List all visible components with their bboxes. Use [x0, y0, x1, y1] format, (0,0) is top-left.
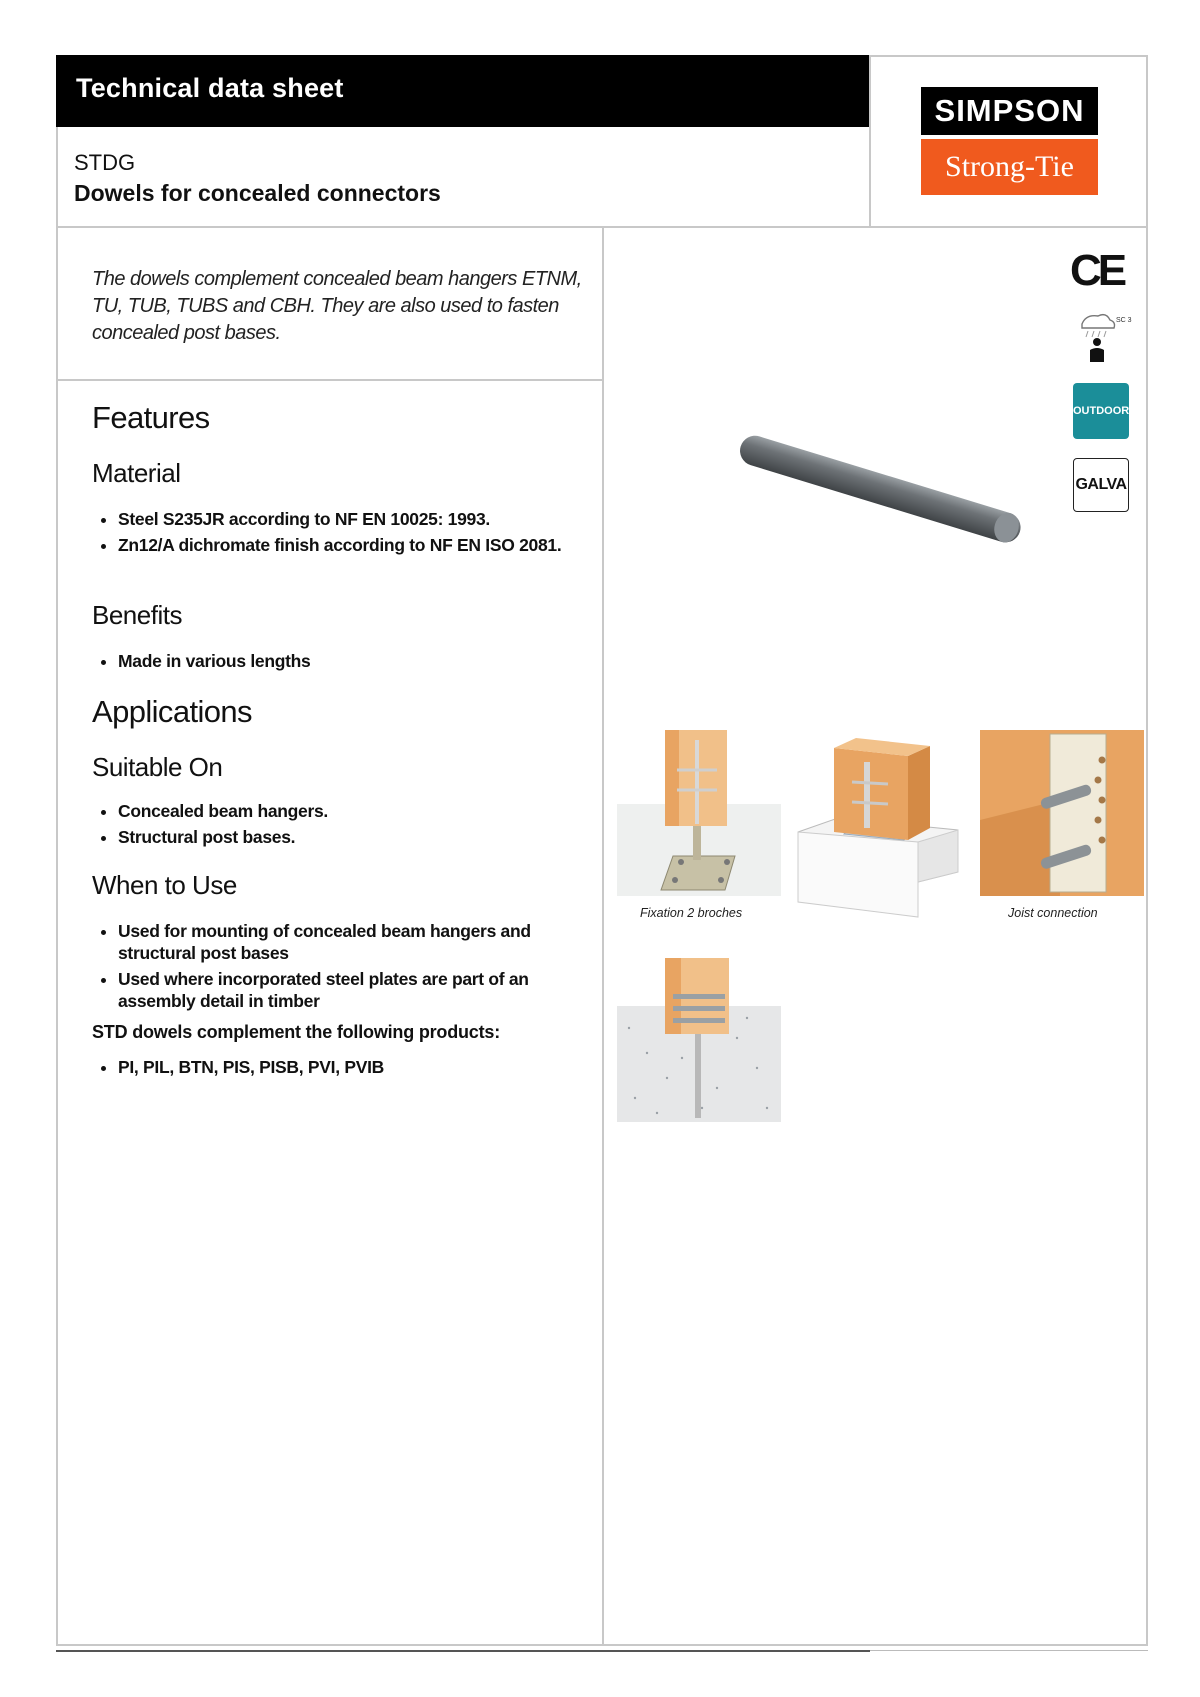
features-heading: Features: [92, 400, 210, 435]
application-image-3: [980, 730, 1144, 896]
list-item: • Concealed beam hangers.: [118, 800, 608, 822]
benefits-list: [92, 650, 608, 676]
list-item: • Used for mounting of concealed beam hangers and structural post bases: [118, 920, 608, 964]
indoor-label: SC 3: [1116, 317, 1132, 324]
product-name: Dowels for concealed connectors: [74, 180, 441, 206]
application-image-2: [798, 722, 964, 917]
list-item: • Steel S235JR according to NF EN 10025: 1993.: [118, 508, 608, 530]
complements-label: STD dowels complement the following products:: [92, 1022, 501, 1042]
intro-divider: [56, 379, 603, 381]
when-to-use-list: [92, 920, 608, 1016]
intro-text: The dowels complement concealed beam hangers ETNM, TU, TUB, TUBS and CBH. They are also used to fasten concealed post bases.: [92, 268, 582, 344]
page-title: Technical data sheet: [76, 73, 344, 103]
application-image-4: [617, 958, 781, 1122]
simpson-strongtie-logo: [921, 87, 1098, 195]
list-item: • Used where incorporated steel plates are part of an assembly detail in timber: [118, 968, 608, 1012]
application-image-1: [617, 730, 781, 896]
dowel-image: [730, 430, 1030, 555]
footer-line: [56, 1650, 870, 1652]
indoor-use-icon: [1076, 310, 1132, 362]
logo-strongtie: Strong-Tie: [921, 139, 1098, 195]
list-item: • PI, PIL, BTN, PIS, PISB, PVI, PVIB: [118, 1056, 608, 1078]
material-list: [92, 508, 608, 560]
header-divider: [869, 55, 871, 227]
list-item: • Structural post bases.: [118, 826, 608, 848]
product-code: STDG: [74, 150, 136, 175]
footer-line-right: [870, 1650, 1148, 1651]
galva-badge: GALVA: [1073, 458, 1129, 512]
caption-image-1: Fixation 2 broches: [640, 906, 743, 920]
logo-simpson: SIMPSON: [921, 87, 1098, 135]
ce-mark-icon: CE: [1070, 246, 1124, 295]
suitable-on-heading: Suitable On: [92, 752, 223, 782]
suitable-on-list: [92, 800, 608, 852]
material-heading: Material: [92, 458, 181, 488]
header-bar: [56, 55, 870, 127]
list-item: • Zn12/A dichromate finish according to NF EN ISO 2081.: [118, 534, 608, 556]
complements-list: [92, 1056, 608, 1082]
caption-image-3: Joist connection: [1008, 906, 1098, 920]
outdoor-badge: OUTDOOR: [1073, 383, 1129, 439]
applications-heading: Applications: [92, 694, 252, 729]
list-item: • Made in various lengths: [118, 650, 608, 672]
benefits-heading: Benefits: [92, 600, 182, 630]
when-to-use-heading: When to Use: [92, 870, 237, 900]
